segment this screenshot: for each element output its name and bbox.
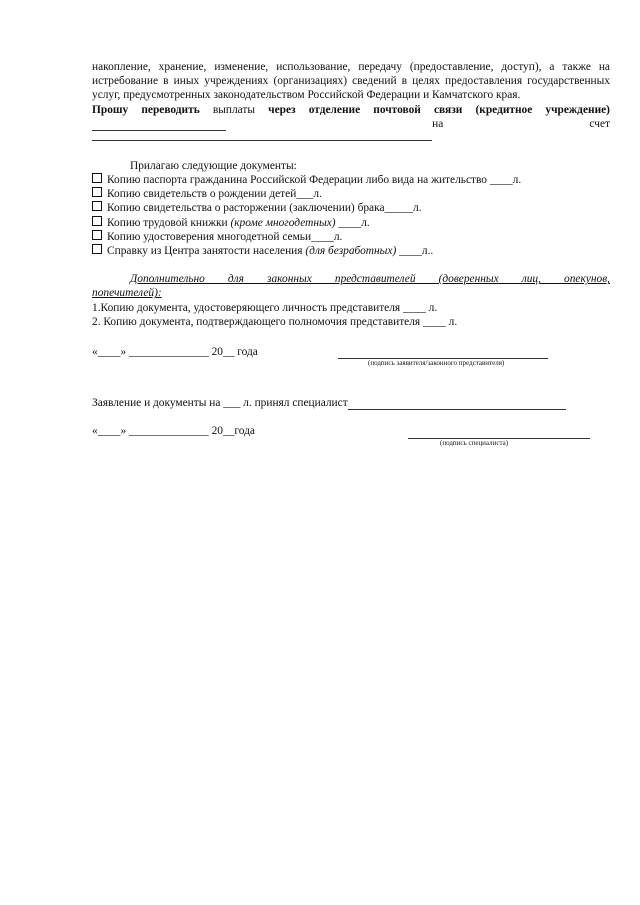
document-item-text: Справку из Центра занятости населения bbox=[107, 245, 303, 258]
acceptance-text: Заявление и документы на ___ л. принял специалист bbox=[92, 397, 348, 410]
document-page bbox=[92, 60, 610, 448]
payment-prefix: Прошу переводить bbox=[92, 103, 200, 116]
payment-on-word: на bbox=[432, 117, 444, 130]
checkbox-icon[interactable] bbox=[92, 244, 102, 254]
payment-line bbox=[92, 117, 610, 131]
document-item[interactable] bbox=[92, 201, 610, 215]
payment-normal: выплаты bbox=[212, 103, 256, 116]
applicant-signature-field[interactable] bbox=[338, 347, 548, 359]
document-item-text: Копию свидетельств о рождении детей bbox=[107, 188, 297, 201]
document-item[interactable] bbox=[92, 244, 610, 258]
document-item-text: Копию удостоверения многодетной семьи bbox=[107, 230, 312, 243]
document-item-note: (кроме многодетных) bbox=[230, 216, 336, 229]
specialist-signature-row bbox=[92, 424, 610, 438]
document-item[interactable] bbox=[92, 187, 610, 201]
payment-method: через отделение почтовой связи (кредитное учреждение) bbox=[268, 103, 610, 116]
document-item-text: Копию паспорта гражданина Российской Федерации либо вида на жительство bbox=[107, 174, 487, 187]
documents-intro: Прилагаю следующие документы: bbox=[130, 159, 297, 172]
document-item-text: Копию свидетельства о расторжении (заключении) брака bbox=[107, 202, 385, 215]
checkbox-icon[interactable] bbox=[92, 173, 102, 183]
checkbox-icon[interactable] bbox=[92, 216, 102, 226]
payment-account-word: счет bbox=[589, 117, 610, 130]
applicant-signature-caption: (подпись заявителя/законного представителя) bbox=[368, 359, 505, 368]
acceptance-row bbox=[92, 396, 610, 410]
checkbox-icon[interactable] bbox=[92, 230, 102, 240]
document-item-suffix: ___л. bbox=[296, 188, 322, 201]
document-item-suffix: ____л. bbox=[311, 230, 343, 243]
specialist-signature-caption: (подпись специалиста) bbox=[440, 438, 509, 447]
document-item[interactable] bbox=[92, 173, 610, 187]
document-item-suffix: ____л.. bbox=[399, 245, 434, 258]
account-number-field[interactable] bbox=[92, 136, 432, 141]
document-item-suffix: _____л. bbox=[384, 202, 422, 215]
document-item-suffix: ____л. bbox=[338, 216, 370, 229]
specialist-name-field[interactable] bbox=[348, 398, 566, 410]
document-item-suffix: ____л. bbox=[489, 174, 522, 187]
specialist-date: «____» ______________ 20__года bbox=[92, 425, 255, 438]
document-item[interactable] bbox=[92, 216, 610, 230]
document-item-note: (для безработных) bbox=[305, 245, 397, 258]
consent-paragraph: накопление, хранение, изменение, использование, передачу (предоставление, доступ), а также на истребование в иных учреждениях (организациях) сведений в целях предоставления государственных услуг, предусмотренных законодательством Российской Федерации и Камчатского края. bbox=[92, 61, 610, 102]
representative-item: 2. Копию документа, подтверждающего полномочия представителя ____ л. bbox=[92, 315, 458, 328]
payment-request bbox=[92, 103, 610, 117]
representative-item: 1.Копию документа, удостоверяющего личность представителя ____ л. bbox=[92, 301, 438, 314]
applicant-signature-row bbox=[92, 345, 610, 359]
checkbox-icon[interactable] bbox=[92, 201, 102, 211]
payment-institution-field[interactable] bbox=[92, 119, 226, 131]
representatives-heading: Дополнительно для законных представителей (доверенных лиц, опекунов, попечителей): bbox=[92, 273, 610, 300]
checkbox-icon[interactable] bbox=[92, 187, 102, 197]
documents-list bbox=[92, 173, 610, 258]
document-item[interactable] bbox=[92, 230, 610, 244]
applicant-date: «____» ______________ 20__ года bbox=[92, 346, 258, 359]
document-item-text: Копию трудовой книжки bbox=[107, 216, 228, 229]
specialist-signature-field[interactable] bbox=[408, 427, 590, 439]
